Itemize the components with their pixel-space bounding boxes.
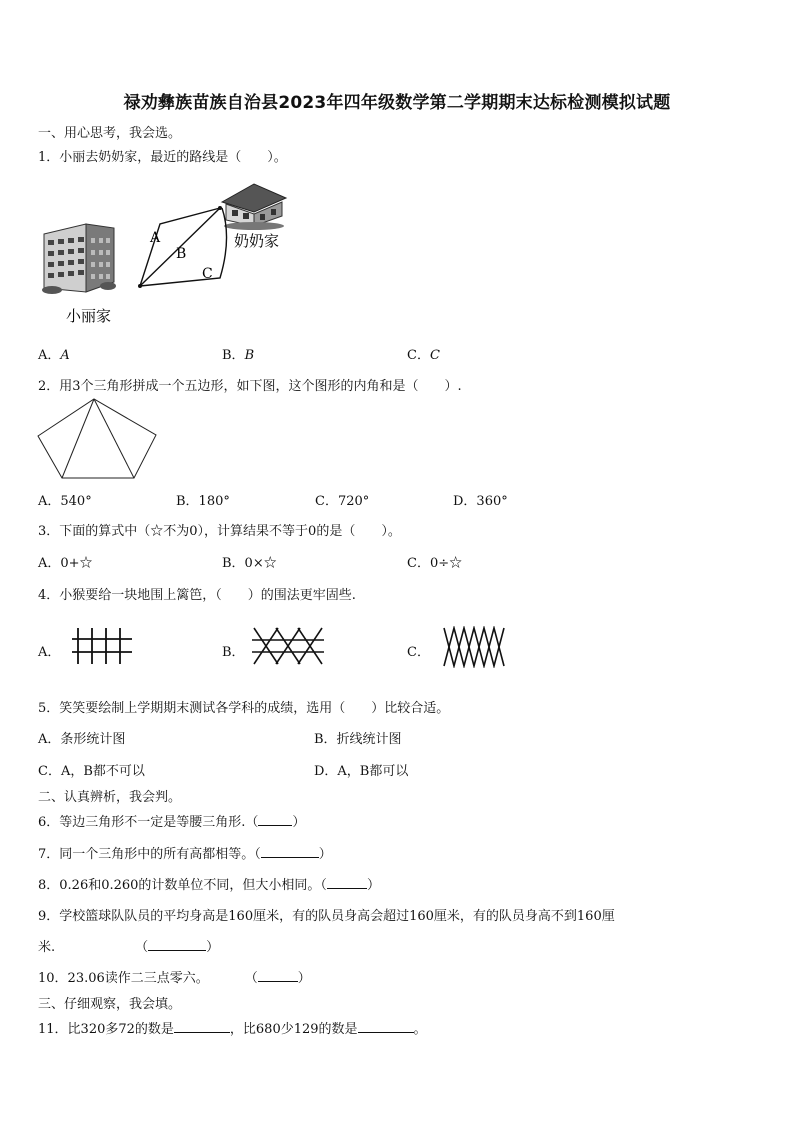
q5-option-c[interactable]: C．A，B都不可以 (38, 764, 145, 779)
answer-blank[interactable] (327, 876, 367, 889)
xiaoli-house-label: 小丽家 (66, 307, 112, 325)
paren-close: ） (318, 847, 332, 862)
option-letter: A． (38, 348, 61, 363)
route-label-c: C (202, 266, 213, 282)
fence-zigzag-icon (442, 626, 508, 668)
question-3-text: 3．下面的算式中（☆不为0），计算结果不等于0的是（ ）。 (38, 524, 401, 539)
q2-option-b[interactable]: B．180° (176, 494, 230, 509)
q1-option-a[interactable] (38, 344, 70, 363)
q2-option-c[interactable]: C．720° (315, 494, 370, 509)
question-7-text: 7．同一个三角形中的所有高都相等。（ (38, 847, 261, 862)
answer-blank-1[interactable] (174, 1020, 230, 1033)
route-figure (36, 178, 306, 328)
q5-option-a[interactable]: A．条形统计图 (38, 732, 126, 747)
q1-option-c[interactable] (407, 344, 440, 363)
q1-option-b[interactable] (222, 344, 254, 363)
option-value: C (429, 348, 440, 363)
option-value: A (60, 348, 70, 363)
question-9-text-end: 米. (38, 940, 56, 955)
question-2-text: 2．用3个三角形拼成一个五边形，如下图，这个图形的内角和是（ ）. (38, 379, 462, 394)
paren-open: （ (244, 971, 258, 986)
answer-blank-2[interactable] (358, 1020, 414, 1033)
q3-option-c[interactable]: C．0÷☆ (407, 556, 463, 571)
question-1-text: 1．小丽去奶奶家，最近的路线是（ ）。 (38, 150, 287, 165)
q3-option-a[interactable]: A．0+☆ (38, 556, 93, 571)
question-10-text: 10．23.06读作二三点零六。 (38, 971, 209, 986)
q4-option-b[interactable]: B． (222, 645, 245, 660)
question-5-text: 5．笑笑要绘制上学期期末测试各学科的成绩，选用（ ）比较合适。 (38, 701, 450, 716)
q2-option-a[interactable]: A．540° (38, 494, 92, 509)
route-label-b: B (176, 246, 187, 262)
answer-blank[interactable] (261, 845, 319, 858)
apartment-building-icon (42, 224, 116, 294)
fence-square-icon (70, 626, 134, 666)
section-2-heading: 二、认真辨析，我会判。 (38, 790, 182, 805)
question-11-text-3: 。 (413, 1022, 427, 1037)
page-title: 禄劝彝族苗族自治县2023年四年级数学第二学期期末达标检测模拟试题 (123, 93, 671, 113)
question-11-text-1: 11．比320多72的数是 (38, 1022, 174, 1037)
paren-close: ） (292, 815, 306, 830)
paren-close: ） (206, 940, 220, 955)
question-8 (38, 874, 380, 893)
question-7 (38, 843, 332, 862)
section-3-heading: 三、仔细观察，我会填。 (38, 997, 182, 1012)
section-1-heading: 一、用心思考，我会选。 (38, 126, 182, 141)
paren-close: ） (297, 971, 311, 986)
pentagon-figure (36, 396, 162, 482)
paren-close: ） (366, 878, 380, 893)
q2-option-d[interactable]: D．360° (453, 494, 508, 509)
paren-open: （ (135, 940, 149, 955)
q5-option-d[interactable]: D．A，B都可以 (314, 764, 409, 779)
question-9-line2 (38, 936, 219, 955)
option-value: B (244, 348, 255, 363)
pentagon-shape (38, 399, 156, 478)
q4-option-a[interactable]: A． (38, 645, 61, 660)
fence-cross-icon (252, 626, 324, 666)
answer-blank[interactable] (258, 969, 298, 982)
grandma-house-label: 奶奶家 (234, 232, 280, 250)
question-6 (38, 811, 305, 830)
answer-blank[interactable] (258, 813, 292, 826)
question-11-text-2: ，比680少129的数是 (229, 1022, 358, 1037)
question-9-text: 9．学校篮球队队员的平均身高是160厘米，有的队员身高会超过160厘米，有的队员身高不到160厘 (38, 909, 615, 924)
question-6-text: 6．等边三角形不一定是等腰三角形.（ (38, 815, 259, 830)
question-11 (38, 1018, 427, 1037)
q3-option-b[interactable]: B．0×☆ (222, 556, 277, 571)
option-letter: C． (407, 348, 430, 363)
q4-option-c[interactable]: C． (407, 645, 430, 660)
house-icon (222, 184, 286, 230)
question-4-text: 4．小猴要给一块地围上篱笆，（ ）的围法更牢固些. (38, 588, 356, 603)
answer-blank[interactable] (148, 938, 206, 951)
option-letter: B． (222, 348, 245, 363)
route-label-a: A (150, 230, 161, 246)
q5-option-b[interactable]: B．折线统计图 (314, 732, 402, 747)
question-10 (38, 967, 311, 986)
question-8-text: 8．0.26和0.260的计数单位不同，但大小相同。（ (38, 878, 327, 893)
